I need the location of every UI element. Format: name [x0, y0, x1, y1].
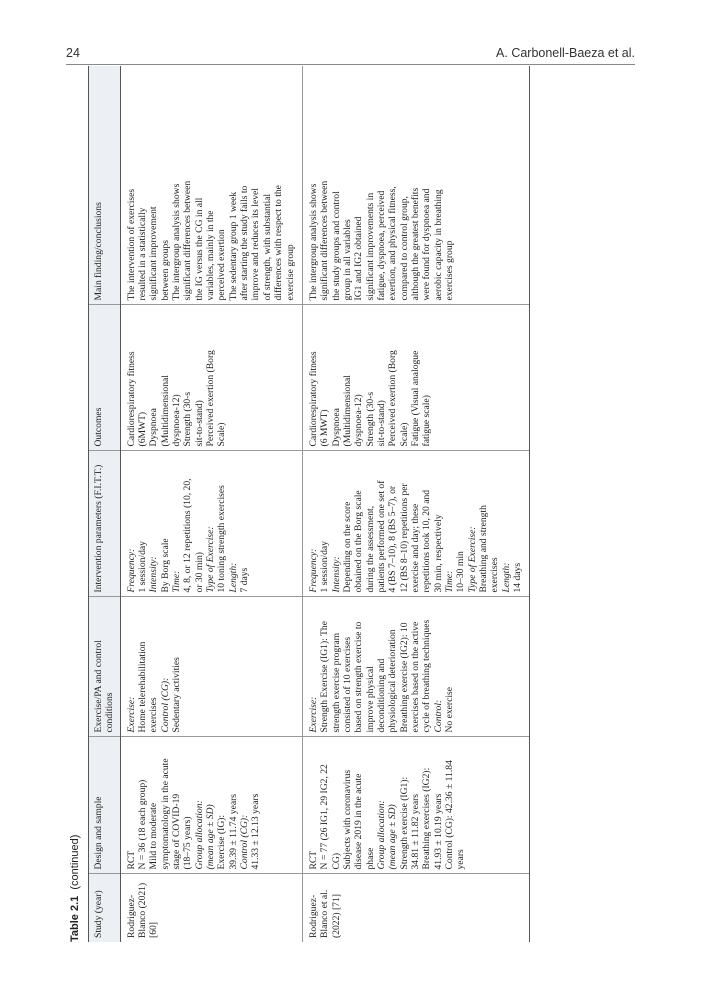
- cell-line: Home telerehabilitation: [137, 641, 149, 733]
- cell-line: 34.81 ± 11.82 years: [409, 793, 421, 870]
- cell-line: variables, mainly in the: [205, 210, 217, 301]
- cell-line: the IG versus the CG in all: [193, 197, 205, 301]
- cell-line: Strength (30-s: [182, 391, 194, 447]
- cell-line: Time:: [443, 570, 455, 593]
- cell-line: Strength exercise (IG1):: [398, 776, 410, 870]
- cell-line: N = 77 (26 IG1, 29 IG2, 22: [319, 764, 331, 870]
- cell-line: disease 2019 in the acute: [353, 773, 365, 870]
- cell-line: phase: [364, 847, 376, 870]
- table-header-row: [89, 66, 121, 942]
- cell-line: CG): [330, 852, 342, 870]
- cell-line: 4, 8, or 12 repetitions (10, 20,: [182, 478, 194, 593]
- cell-line: exercises: [489, 557, 501, 593]
- cell-line: patients performed one set of: [375, 480, 387, 593]
- intervention-parameters-cell: [302, 451, 530, 597]
- table-caption-text: (continued): [69, 834, 81, 890]
- cell-line: although the greatest benefits: [409, 187, 421, 301]
- cell-line: Frequency:: [307, 548, 319, 593]
- cell-line: Control:: [432, 699, 444, 733]
- cell-line: of strength, with substantial: [261, 193, 273, 301]
- cell-line: 41.93 ± 10.19 years: [432, 793, 444, 870]
- cell-line: 4 (BS 7–10), 8 (BS 5–7), or: [387, 485, 399, 593]
- cell-line: (18–75 years): [182, 816, 194, 870]
- cell-line: Time:: [171, 570, 183, 593]
- cell-line: 41.33 ± 12.13 years: [250, 793, 262, 870]
- header-rule: [66, 64, 635, 65]
- cell-line: exercises based on the active: [409, 621, 421, 733]
- cell-line: Control (CG):: [239, 814, 251, 870]
- outcomes-cell: [302, 305, 530, 451]
- cell-line: Perceived exertion (Borg: [387, 350, 399, 447]
- cell-line: strength exercise program: [330, 632, 342, 733]
- cell-line: Exercise:: [125, 696, 137, 733]
- column-header: Main finding/conclusions: [89, 66, 121, 305]
- cell-line: Exercise (IG):: [216, 814, 228, 870]
- cell-line: Control (CG):: [159, 677, 171, 733]
- rotated-table-container: [66, 66, 636, 942]
- cell-line: cycle of breathing techniques: [421, 619, 433, 733]
- cell-line: By Borg scale: [159, 538, 171, 593]
- cell-line: dyspnoea-12): [353, 394, 365, 447]
- cell-line: exercises: [148, 697, 160, 733]
- cell-line: 1 session/day: [137, 541, 149, 593]
- design-sample-cell: [302, 737, 530, 874]
- cell-line: perceived exertion: [216, 229, 228, 301]
- exercise-conditions-cell: [120, 597, 302, 737]
- cell-line: based on strength exercise to: [353, 621, 365, 733]
- cell-line: improve and reduces its level: [250, 188, 262, 301]
- cell-line: The sedentary group 1 week: [227, 191, 239, 301]
- cell-line: Frequency:: [125, 548, 137, 593]
- main-findings-cell: [120, 66, 302, 305]
- cell-line: exercises group: [443, 240, 455, 301]
- cell-line: Length:: [500, 562, 512, 593]
- cell-line: significant differences between: [182, 180, 194, 301]
- cell-line: consisted of 10 exercises: [341, 636, 353, 733]
- cell-line: 39.39 ± 11.74 years: [227, 793, 239, 870]
- cell-line: Dyspnoea: [330, 408, 342, 447]
- cell-line: deconditioning and: [375, 658, 387, 733]
- cell-line: after starting the study fails to: [239, 185, 251, 301]
- cell-line: significant improvements in: [364, 192, 376, 301]
- cell-line: symptomatology in the acute: [159, 758, 171, 870]
- study-cell: Rodriguez-Blanco et al. (2022) [71]: [302, 874, 530, 942]
- column-header: Exercise/PA and control conditions: [89, 597, 121, 737]
- cell-line: Mild to moderate: [148, 802, 160, 870]
- cell-line: Breathing exercise (IG2): 10: [398, 622, 410, 733]
- cell-line: 10 toning strength exercises: [216, 485, 228, 593]
- running-head: A. Carbonell-Baeza et al.: [496, 46, 635, 60]
- cell-line: Subjects with coronavirus: [341, 769, 353, 870]
- cell-line: The intergroup analysis shows: [307, 183, 319, 301]
- cell-line: or 30 min): [193, 551, 205, 593]
- cell-line: 14 days: [512, 562, 524, 593]
- cell-line: 1 session/day: [319, 541, 331, 593]
- cell-line: Sedentary activities: [171, 657, 183, 733]
- cell-line: IG1 and IG2 obtained: [353, 216, 365, 301]
- cell-line: years: [455, 849, 467, 870]
- table-row: [120, 66, 302, 942]
- cell-line: Length:: [227, 562, 239, 593]
- cell-line: exertion, and physical fitness,: [387, 186, 399, 301]
- cell-line: 7 days: [239, 567, 251, 593]
- cell-line: Breathing and strength: [478, 505, 489, 593]
- cell-line: Strength (30-s: [364, 391, 376, 447]
- cell-line: Fatigue (Visual analogue: [409, 350, 421, 447]
- table-caption-label: Table 2.1: [69, 895, 81, 942]
- cell-line: The intervention of exercises: [125, 188, 137, 301]
- cell-line: 10–30 min: [455, 551, 467, 593]
- cell-line: (6 MWT): [319, 409, 331, 447]
- cell-line: N = 36 (18 each group): [137, 779, 149, 870]
- cell-line: Cardiorespiratory fitness: [125, 351, 137, 447]
- cell-line: group in all variables: [341, 219, 353, 301]
- cell-line: significant differences between: [319, 180, 331, 301]
- cell-line: sit-to-stand): [193, 400, 205, 447]
- cell-line: exercise group: [284, 244, 296, 301]
- cell-line: between groups: [159, 240, 171, 301]
- cell-line: RCT: [125, 850, 137, 870]
- page-header: [66, 46, 635, 64]
- cell-line: Exercise:: [307, 696, 319, 733]
- outcomes-cell: [120, 305, 302, 451]
- cell-line: repetitions took 10, 20 and: [421, 489, 433, 593]
- cell-line: Cardiorespiratory fitness: [307, 351, 319, 447]
- cell-line: Type of Exercise:: [466, 526, 478, 593]
- column-header: Outcomes: [89, 305, 121, 451]
- exercise-conditions-cell: [302, 597, 530, 737]
- cell-line: exercise and day; these: [409, 503, 421, 593]
- intervention-parameters-cell: [120, 451, 302, 597]
- column-header: Study (year): [89, 874, 121, 942]
- cell-line: significant improvement: [148, 206, 160, 301]
- cell-line: Control (CG): 42.36 ± 11.84: [443, 760, 455, 870]
- cell-line: Group allocation:: [193, 800, 205, 870]
- cell-line: Group allocation:: [375, 800, 387, 870]
- cell-line: fatigue scale): [421, 395, 433, 447]
- cell-line: (Multidimensional: [159, 375, 171, 447]
- cell-line: obtained on the Borg scale: [353, 490, 365, 593]
- cell-line: Type of Exercise:: [205, 526, 217, 593]
- cell-line: resulted in a statistically: [137, 207, 149, 301]
- cell-line: compared to control group,: [398, 196, 410, 301]
- cell-line: the study groups and control: [330, 191, 342, 301]
- cell-line: dyspnoea-12): [171, 394, 183, 447]
- cell-line: improve physical: [364, 666, 376, 733]
- cell-line: RCT: [307, 850, 319, 870]
- cell-line: Scale): [216, 422, 228, 447]
- cell-line: Breathing exercises (IG2):: [421, 767, 433, 870]
- cell-line: 30 min, respectively: [432, 514, 444, 593]
- cell-line: The intergroup analysis shows: [171, 183, 183, 301]
- cell-line: (mean age ± SD): [387, 804, 399, 870]
- column-header: Intervention parameters (F.I.T.T.): [89, 451, 121, 597]
- table-caption: [66, 835, 84, 942]
- column-header: Design and sample: [89, 737, 121, 874]
- cell-line: Strength Exercise (IG1): The: [319, 621, 331, 733]
- cell-line: aerobic capacity in breathing: [432, 189, 444, 301]
- study-table: [88, 66, 530, 942]
- cell-line: physiological deterioration: [387, 629, 399, 733]
- cell-line: stage of COVID-19: [171, 793, 183, 870]
- cell-line: Depending on the score: [341, 501, 353, 593]
- design-sample-cell: [120, 737, 302, 874]
- cell-line: fatigue, dyspnoea, perceived: [375, 190, 387, 301]
- study-cell: Rodriguez-Blanco (2021) [60]: [120, 874, 302, 942]
- cell-line: Dyspnoea: [148, 408, 160, 447]
- cell-line: (mean age ± SD): [205, 804, 217, 870]
- cell-line: Intensity:: [330, 556, 342, 593]
- cell-line: Intensity:: [148, 556, 160, 593]
- cell-line: (Multidimensional: [341, 375, 353, 447]
- cell-line: differences with respect to the: [273, 185, 285, 301]
- cell-line: during the assessment,: [364, 505, 376, 593]
- cell-line: Scale): [398, 422, 410, 447]
- cell-line: No exercise: [443, 686, 455, 733]
- cell-line: (6MWT): [137, 411, 149, 447]
- cell-line: were found for dyspnoea and: [421, 188, 433, 301]
- table-row: [302, 66, 530, 942]
- cell-line: Perceived exertion (Borg: [205, 350, 217, 447]
- page-number: 24: [66, 46, 80, 60]
- cell-line: 12 (BS 8–10) repetitions per: [398, 483, 410, 593]
- cell-line: sit-to-stand): [375, 400, 387, 447]
- main-findings-cell: [302, 66, 530, 305]
